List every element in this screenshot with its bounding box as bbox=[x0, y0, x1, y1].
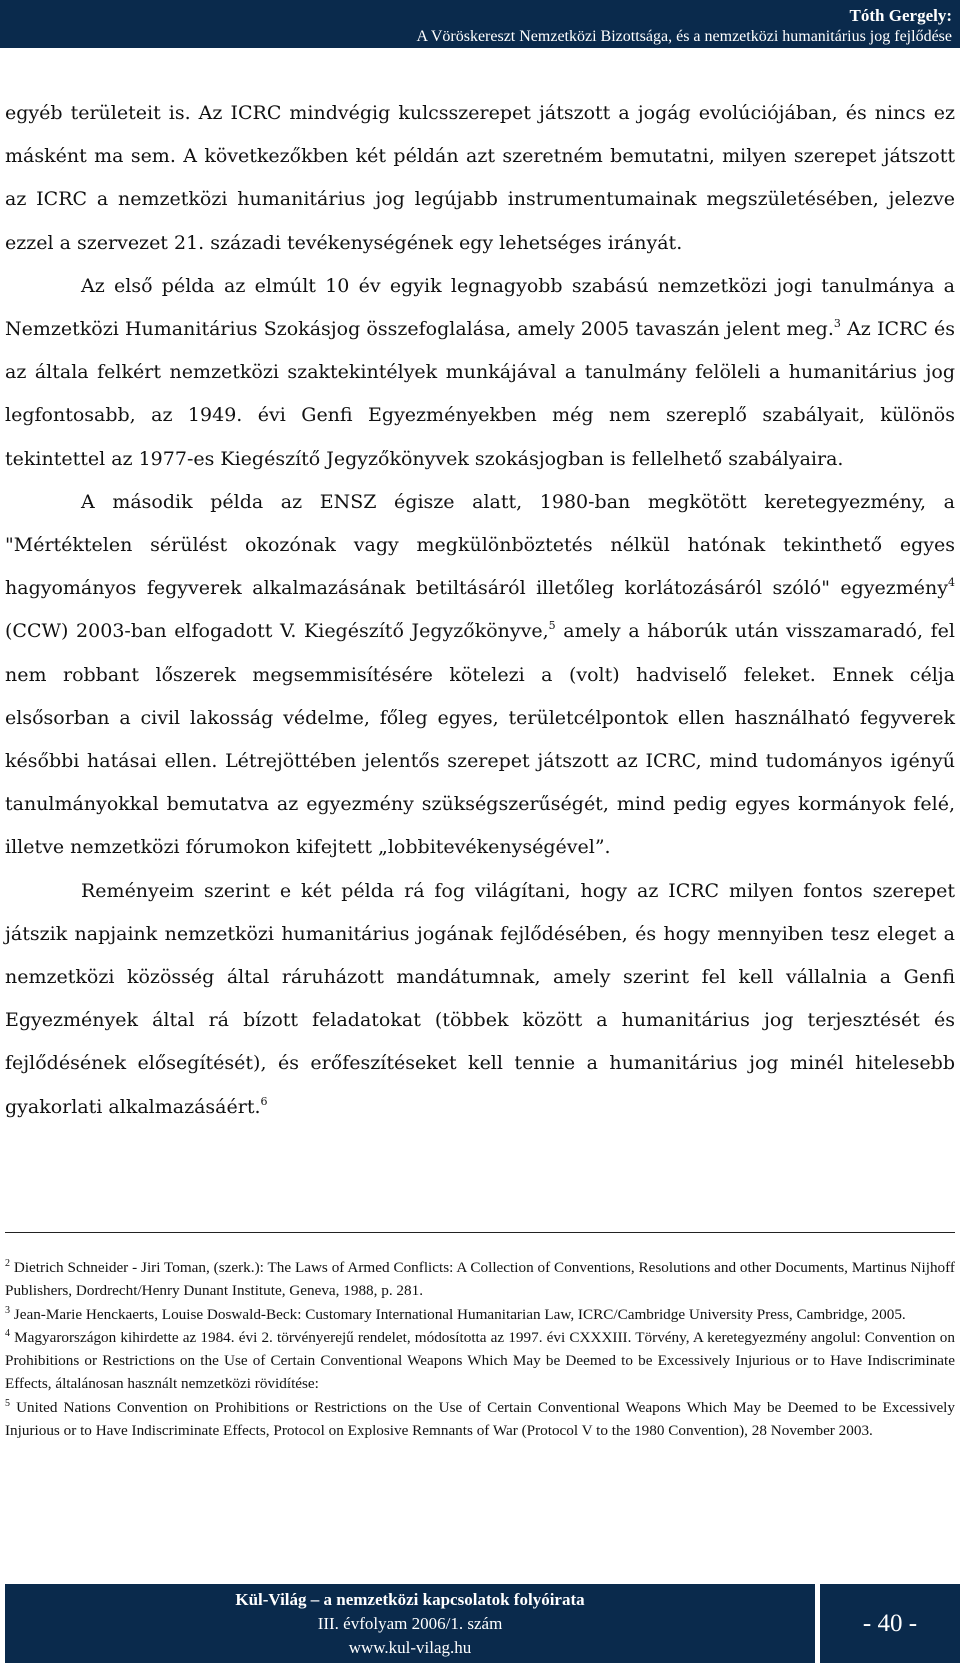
header-author: Tóth Gergely: bbox=[849, 6, 952, 25]
paragraph-4-text: Reményeim szerint e két példa rá fog világítani, hogy az ICRC milyen fontos szerepet játszik napjaink nemzetközi humanitárius jogának fejlődésében, és hogy mennyiben tesz eleget a nemzetközi közösség által ráruházott mandátumnak, amely szerint fel kell vállalnia a Genfi Egyezmények által rá bízott feladatokat (többek között a humanitárius jog terjesztését és fejlődésének elősegítését), és erőfeszítéseket kell tennie a humanitárius jog minél hitelesebb gyakorlati alkalmazásáért. bbox=[5, 879, 955, 1118]
footnote-separator bbox=[5, 1232, 955, 1233]
paragraph-2 bbox=[5, 265, 955, 481]
footnote-number: 3 bbox=[5, 1304, 10, 1316]
footnote-3 bbox=[5, 1303, 955, 1326]
paragraph-2-text-b: Az ICRC és az általa felkért nemzetközi szaktekintélyek munkájával a tanulmány felöleli a humanitárius jog legfontosabb, az 1949. évi Genfi Egyezményekben még nem szereplő szabályait, különös tekintettel az 1977-es Kiegészítő Jegyzőkönyvek szokásjogban is fellelhető szabályaira. bbox=[5, 318, 955, 470]
header-article-title: A Vöröskereszt Nemzetközi Bizottsága, és a nemzetközi humanitárius jog fejlődése bbox=[416, 28, 952, 45]
footnote-ref-6[interactable]: 6 bbox=[260, 1094, 268, 1108]
paragraph-3-text-a: A második példa az ENSZ égisze alatt, 1980-ban megkötött keretegyezmény, a "Mértéktelen sérülést okozónak vagy megkülönböztetés nélkül hatónak tekinthető egyes hagyományos fegyverek alkalmazásának betiltásáról illetőleg korlátozásáról szóló" egyezmény bbox=[5, 490, 955, 600]
footer-journal-info bbox=[5, 1584, 815, 1663]
paragraph-3-text-c: amely a háborúk után visszamaradó, fel nem robbant lőszerek megsemmisítésére kötelezi a (volt) hadviselő feleket. Ennek célja elsősorban a civil lakosság védelme, főleg egyes, területcélpontok ellen használható fegyverek későbbi hatásai ellen. Létrejöttében jelentős szerepet játszott az ICRC, mind tudományos igényű tanulmányokkal bemutatva az egyezmény szükségszerűségét, mind pedig egyes kormányok felé, illetve nemzetközi fórumokon kifejtett „lobbitevékenységével”. bbox=[5, 620, 955, 859]
paragraph-2-text-a: Az első példa az elmúlt 10 év egyik legnagyobb szabású nemzetközi jogi tanulmánya a Nemzetközi Humanitárius Szokásjog összefoglalása, amely 2005 tavaszán jelent meg. bbox=[5, 274, 955, 341]
footnote-number: 5 bbox=[5, 1397, 10, 1409]
footnote-ref-3[interactable]: 3 bbox=[833, 317, 841, 331]
footer-issue: III. évfolyam 2006/1. szám bbox=[317, 1614, 503, 1633]
main-text bbox=[5, 92, 955, 1129]
running-footer bbox=[5, 1584, 960, 1663]
paragraph-3 bbox=[5, 481, 955, 870]
footnote-text: Jean-Marie Henckaerts, Louise Doswald-Beck: Customary International Humanitarian Law, ICRC/Cambridge University Press, Cambridge, 2005. bbox=[10, 1305, 906, 1323]
footnotes bbox=[5, 1256, 955, 1442]
footnote-text: United Nations Convention on Prohibitions or Restrictions on the Use of Certain Conventional Weapons Which May be Deemed to be Excessively Injurious or to Have Indiscriminate Effects, Protocol on Explosive Remnants of War (Protocol V to the 1980 Convention), 28 November 2003. bbox=[5, 1398, 955, 1440]
footnote-number: 2 bbox=[5, 1258, 10, 1269]
paragraph-4 bbox=[5, 870, 955, 1129]
footnote-5 bbox=[5, 1396, 955, 1443]
page-number: - 40 - bbox=[820, 1584, 960, 1663]
paragraph-1-text: egyéb területeit is. Az ICRC mindvégig kulcsszerepet játszott a jogág evolúciójában, és nincs ez másként ma sem. A következőkben két példán azt szeretném bemutatni, milyen szerepet játszott az ICRC a nemzetközi humanitárius jog legújabb instrumentumainak megszületésében, jelezve ezzel a szervezet 21. századi tevékenységének egy lehetséges irányát. bbox=[5, 102, 955, 254]
paragraph-3-text-b: (CCW) 2003-ban elfogadott V. Kiegészítő Jegyzőkönyve, bbox=[5, 620, 549, 643]
footnote-ref-4[interactable]: 4 bbox=[948, 576, 955, 590]
footnote-4 bbox=[5, 1326, 955, 1396]
footnote-ref-5[interactable]: 5 bbox=[548, 619, 556, 633]
footnote-number: 4 bbox=[5, 1327, 10, 1339]
running-header bbox=[0, 0, 960, 48]
footer-journal-name: Kül-Világ – a nemzetközi kapcsolatok folyóirata bbox=[235, 1590, 585, 1609]
paragraph-1 bbox=[5, 92, 955, 265]
footnote-text: Magyarországon kihirdette az 1984. évi 2. törvényerejű rendelet, módosította az 1997. évi CXXXIII. Törvény, A keretegyezmény angolul: Convention on Prohibitions or Restrictions on the Use of Certain Conventional Weapons Which May be Deemed to be Excessively Injurious or to Have Indiscriminate Effects, általánosan használt nemzetközi rövidítése: bbox=[5, 1328, 955, 1393]
footnote-2 bbox=[5, 1256, 955, 1303]
footnote-text: Dietrich Schneider - Jiri Toman, (szerk.): The Laws of Armed Conflicts: A Collection of Conventions, Resolutions and other Documents, Martinus Nijhoff Publishers, Dordrecht/Henry Dunant Institute, Geneva, 1988, p. 281. bbox=[5, 1259, 955, 1300]
footer-url-link[interactable]: www.kul-vilag.hu bbox=[348, 1638, 472, 1657]
